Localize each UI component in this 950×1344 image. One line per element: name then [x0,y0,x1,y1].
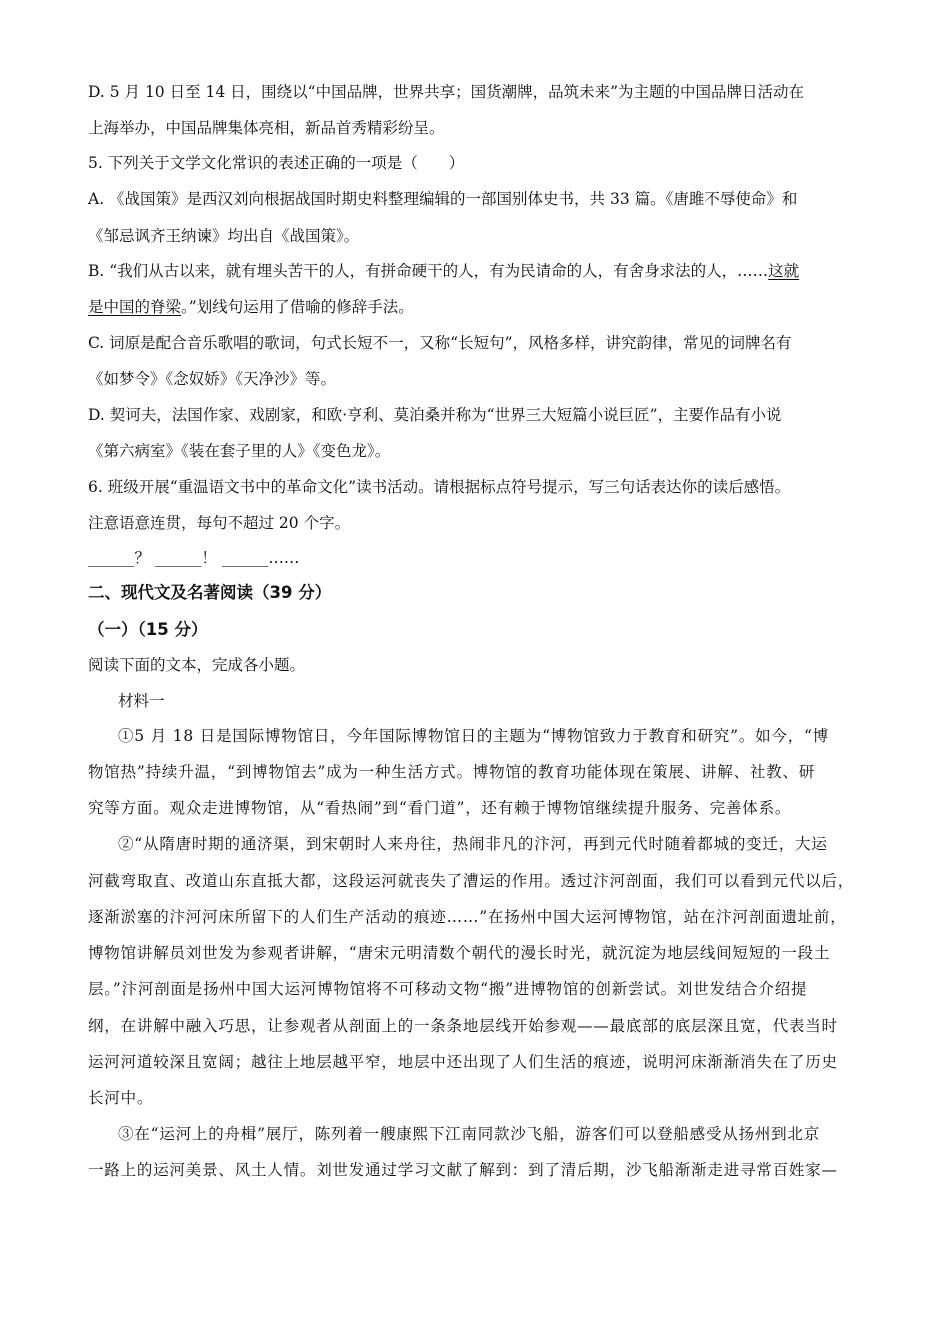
reading-instruction: 阅读下面的文本，完成各小题。 [88,656,306,674]
passage-line: 层。”汴河剖面是扬州中国大运河博物馆将不可移动文物“搬”进博物馆的创新尝试。刘世发结合介绍提 [88,980,808,998]
passage-line: ①5 月 18 日是国际博物馆日，今年国际博物馆日的主题为“博物馆致力于教育和研究”。如今，“博 [118,727,830,745]
q6-stem-line1: 6. 班级开展“重温语文书中的革命文化”读书活动。请根据标点符号提示，写三句话表达你的读后感悟。 [88,478,791,496]
q6-stem-line2: 注意语意连贯，每句不超过 20 个字。 [88,514,351,532]
passage-line: 一路上的运河美景、风土人情。刘世发通过学习文献了解到：到了清后期，沙飞船渐渐走进寻常百姓家— [88,1161,838,1179]
q5-option-b-text-end: 。”划线句运用了借喻的修辞手法。 [181,298,414,316]
passage-line: 长河中。 [88,1089,154,1107]
section-heading: 二、现代文及名著阅读（39 分） [88,583,332,602]
q4-option-d-line2: 上海举办，中国品牌集体亮相，新品首秀精彩纷呈。 [88,119,445,137]
passage-line: 博物馆讲解员刘世发为参观者讲解，“唐宋元明清数个朝代的漫长时光，就沉淀为地层线间短短的一段土 [88,944,831,962]
q5-stem: 5. 下列关于文学文化常识的表述正确的一项是（ ） [88,154,465,172]
material-label: 材料一 [118,692,165,710]
passage-line: ②“从隋唐时期的通济渠，到宋朝时人来舟往，热闹非凡的汴河，再到元代时随着都城的变迁，大运 [118,835,828,853]
passage-line: 逐渐淤塞的汴河河床所留下的人们生产活动的痕迹……”在扬州中国大运河博物馆，站在汴河剖面遗址前， [88,908,847,926]
passage-line: 纲，在讲解中融入巧思，让参观者从剖面上的一条条地层线开始参观——最底部的底层深且宽，代表当时 [88,1017,838,1035]
q5-option-b-line2 [88,297,860,317]
q5-option-a-line2: 《邹忌讽齐王纳谏》均出自《战国策》。 [88,227,360,245]
q5-option-d-line2: 《第六病室》《装在套子里的人》《变色龙》。 [88,442,391,460]
underlined-sentence-part1: 这就 [768,262,800,280]
subsection-heading: （一）（15 分） [88,620,208,639]
q5-option-c-line2: 《如梦令》《念奴娇》《天净沙》等。 [88,370,337,388]
q5-option-a-line1: A. 《战国策》是西汉刘向根据战国时期史料整理编辑的一部国别体史书，共 33 篇。《唐雎不辱使命》和 [88,190,798,208]
passage-line: 物馆热”持续升温，“到博物馆去”成为一种生活方式。博物馆的教育功能体现在策展、讲解、社教、研 [88,763,816,781]
q6-answer-blanks: ______？ ______！ ______…… [88,549,300,567]
passage-line: 运河河道较深且宽阔；越往上地层越平窄，地层中还出现了人们生活的痕迹，说明河床渐渐消失在了历史 [88,1053,838,1071]
q4-option-d-line1: D. 5 月 10 日至 14 日，围绕以“中国品牌，世界共享；国货潮牌，品筑未来”为主题的中国品牌日活动在 [88,83,805,101]
underlined-sentence-part2: 是中国的脊梁 [88,298,182,316]
passage-line: ③在“运河上的舟楫”展厅，陈列着一艘康熙下江南同款沙飞船，游客们可以登船感受从扬州到北京 [118,1125,821,1143]
q5-option-b-text: B. “我们从古以来，就有埋头苦干的人，有拼命硬干的人，有为民请命的人，有舍身求法的人，…… [88,262,769,280]
passage-line: 究等方面。观众走进博物馆，从“看热闹”到“看门道”，还有赖于博物馆继续提升服务、完善体系。 [88,799,792,817]
passage-line: 河截弯取直、改道山东直抵大都，这段运河就丧失了漕运的作用。透过汴河剖面，我们可以看到元代以后， [88,872,855,890]
q5-option-c-line1: C. 词原是配合音乐歌唱的歌词，句式长短不一，又称“长短句”，风格多样，讲究韵律，常见的词牌名有 [88,334,792,352]
q5-option-d-line1: D. 契诃夫，法国作家、戏剧家，和欧·亨利、莫泊桑并称为“世界三大短篇小说巨匠”，主要作品有小说 [88,406,782,424]
q5-option-b-line1 [88,261,860,281]
